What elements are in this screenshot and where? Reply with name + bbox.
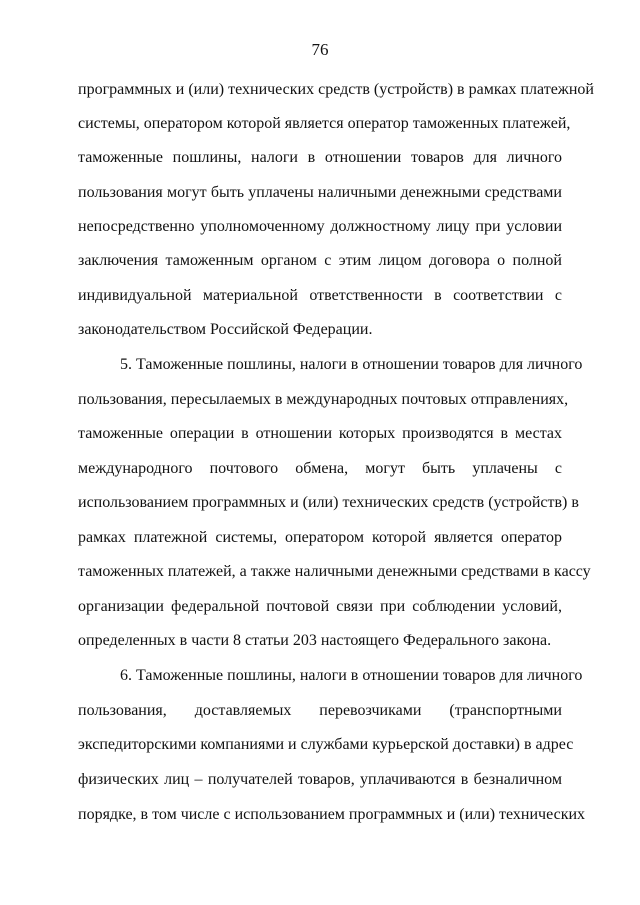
- text-line: таможенных платежей, а также наличными денежными средствами в кассу: [78, 563, 591, 580]
- text-line: пользования, доставляемых перевозчиками (транспортными: [78, 702, 562, 719]
- text-line: законодательством Российской Федерации.: [78, 321, 373, 338]
- text-line: непосредственно уполномоченному должностному лицу при условии: [78, 218, 562, 235]
- text-line: пользования могут быть уплачены наличными денежными средствами: [78, 184, 562, 201]
- page-number: 76: [311, 40, 329, 59]
- text-line: международного почтового обмена, могут быть уплачены с: [78, 460, 562, 477]
- text-line: системы, оператором которой является оператор таможенных платежей,: [78, 115, 571, 132]
- text-line: организации федеральной почтовой связи при соблюдении условий,: [78, 598, 562, 615]
- text-line: порядке, в том числе с использованием программных и (или) технических: [78, 806, 586, 823]
- text-line: 5. Таможенные пошлины, налоги в отношении товаров для личного: [120, 356, 583, 373]
- text-line: экспедиторскими компаниями и службами курьерской доставки) в адрес: [78, 736, 574, 753]
- text-line: таможенные пошлины, налоги в отношении товаров для личного: [78, 149, 562, 166]
- text-line: рамках платежной системы, оператором которой является оператор: [78, 529, 562, 546]
- text-line: пользования, пересылаемых в международных почтовых отправлениях,: [78, 391, 569, 408]
- text-line: определенных в части 8 статьи 203 настоящего Федерального закона.: [78, 632, 552, 649]
- text-line: 6. Таможенные пошлины, налоги в отношении товаров для личного: [120, 667, 583, 684]
- text-line: таможенные операции в отношении которых производятся в местах: [78, 425, 562, 442]
- text-line: использованием программных и (или) технических средств (устройств) в: [78, 494, 579, 511]
- text-line: индивидуальной материальной ответственности в соответствии с: [78, 287, 562, 304]
- text-line: физических лиц – получателей товаров, уплачиваются в безналичном: [78, 771, 562, 788]
- text-line: программных и (или) технических средств (устройств) в рамках платежной: [78, 81, 594, 98]
- text-line: заключения таможенным органом с этим лицом договора о полной: [78, 252, 562, 269]
